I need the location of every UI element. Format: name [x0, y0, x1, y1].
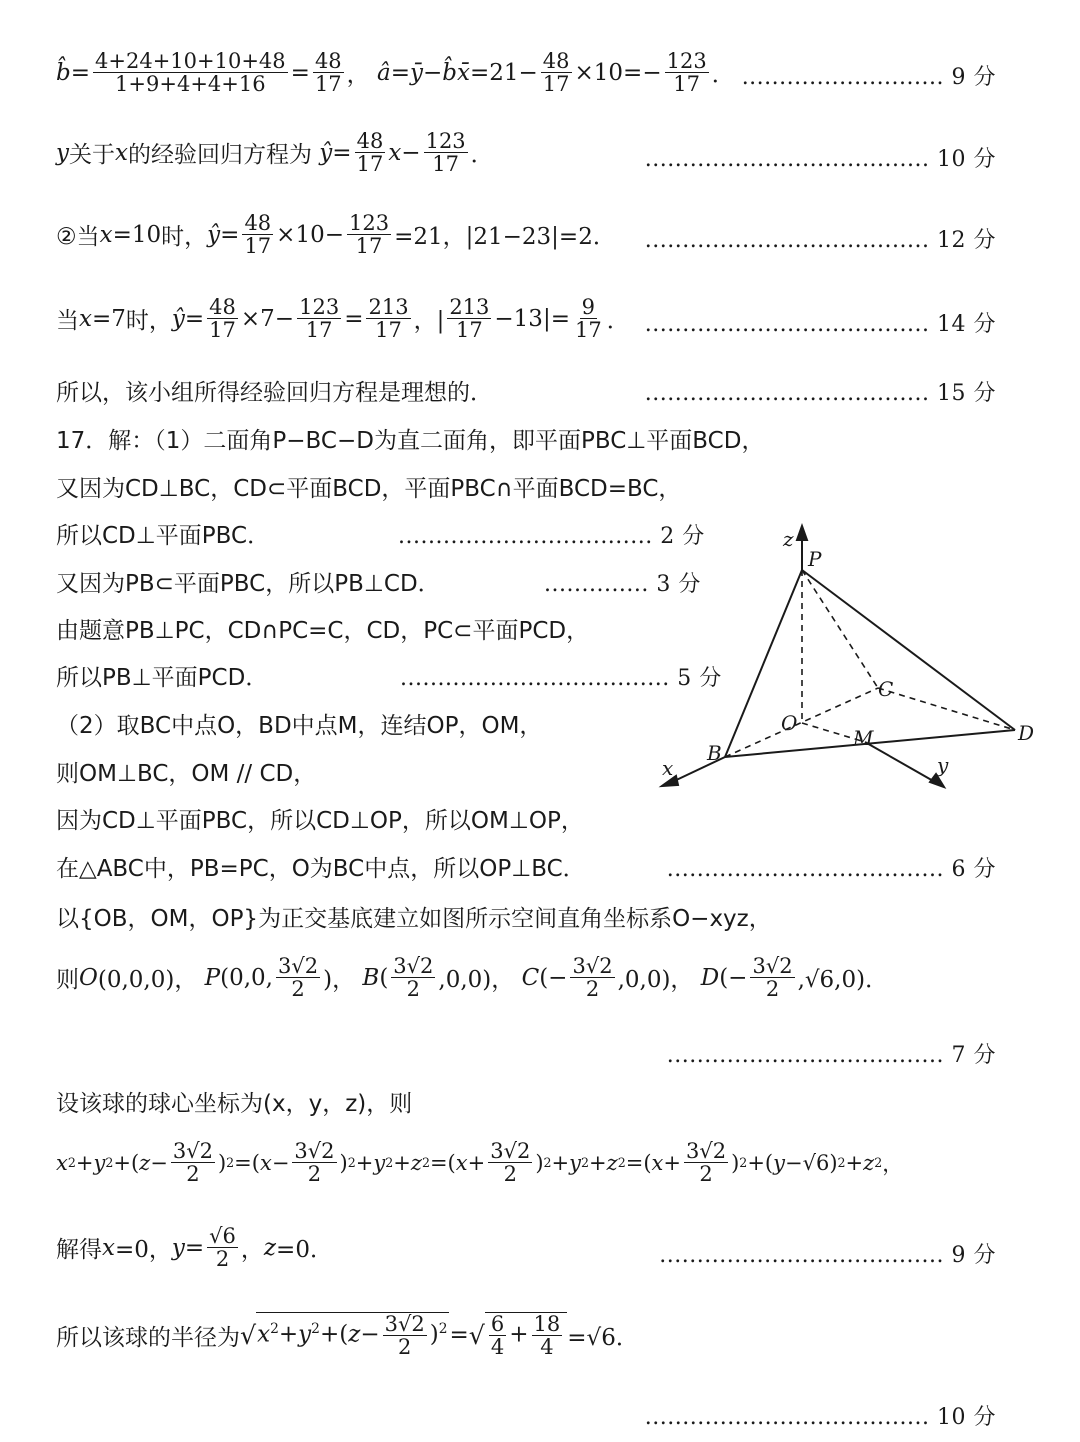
label-y: y — [937, 753, 949, 777]
q17-part1-line4: 又因为PB⊂平面PBC，所以PB⊥CD． — [56, 571, 441, 597]
coordinates-line: 则 O (0,0,0)， P (0,0, $\frac{3√2}{2}$ )， B ( $\frac{3√2}{2}$ ,0,0)， C (− $\frac{3√2}{2}$ ,0,0)， D (− $\frac{3√2}{2}$ ,√6,0)． — [56, 954, 889, 1002]
label-B: B — [707, 741, 722, 765]
score-6: ..................................... 6 分 — [666, 857, 996, 882]
score-10b: ...................................... 10 分 — [644, 1405, 996, 1430]
q17-part1-line5: 由题意PB⊥PC，CD∩PC=C，CD，PC⊂平面PCD， — [56, 618, 590, 644]
q17-part1-line3: 所以CD⊥平面PBC． — [56, 523, 271, 549]
regression-equation-line: y 关于 x 的经验回归方程为 ŷ = $\frac{48}{17}$ x − $\frac{123}{17}$ ． — [56, 129, 494, 177]
edge-PC — [802, 570, 878, 688]
label-D: D — [1018, 721, 1035, 745]
score-2: .................................. 2 分 — [398, 524, 705, 549]
q17-part2-line1: （2）取BC中点O，BD中点M，连结OP，OM， — [56, 713, 543, 739]
edge-CD — [878, 688, 1015, 730]
z-arrow — [797, 526, 807, 540]
score-7: ..................................... 7 分 — [666, 1043, 996, 1068]
q17-part1-line1: 17．解：（1）二面角P−BC−D为直二面角，即平面PBC⊥平面BCD， — [56, 428, 765, 454]
label-x: x — [662, 756, 674, 780]
score-5: .................................... 5 分 — [400, 666, 722, 691]
q17-part1-line6: 所以PB⊥平面PCD． — [56, 665, 269, 691]
sphere-center-line: 设该球的球心坐标为(x，y，z)，则 — [56, 1091, 413, 1117]
equation-b-hat-a-hat: b̂ = $\frac{4+24+10+10+48}{1+9+4+4+16}$ = $\frac{48}{17}$ ， â = ȳ − b̂x̄ =21− $\frac{48}{17}$ ×10=− $\frac{123}{17}$ ． — [56, 49, 735, 97]
solution-line: 解得 x =0， y = $\frac{√6}{2}$ ， z =0． — [56, 1224, 333, 1272]
score-9: ........................... 9 分 — [741, 65, 996, 90]
label-O: O — [781, 711, 798, 735]
conclusion-line: 所以，该小组所得经验回归方程是理想的． — [56, 380, 493, 406]
label-C: C — [878, 677, 894, 701]
score-15: ...................................... 15 分 — [644, 381, 996, 406]
label-P: P — [808, 547, 822, 571]
edge-PD — [802, 570, 1015, 730]
score-12: ...................................... 12 分 — [644, 228, 996, 253]
q17-part2-line5: 以{OB，OM，OP}为正交基底建立如图所示空间直角坐标系O−xyz， — [56, 906, 772, 932]
radius-line: 所以该球的半径为 √ $x^2+y^2+(z-$ $\frac{3√2}{2}$ )$^2$ = √ $\frac{6}{4}$ + $\frac{18}{4}$ =√6． — [56, 1312, 639, 1360]
label-z: z — [783, 527, 794, 551]
score-9b: ...................................... 9 分 — [659, 1243, 996, 1268]
pyramid-figure — [650, 520, 1050, 790]
score-3: .............. 3 分 — [544, 572, 701, 597]
q17-part2-line2: 则OM⊥BC，OM // CD， — [56, 761, 317, 787]
score-14: ...................................... 14 分 — [644, 312, 996, 337]
case-x10-line: ②当 x =10 时， ŷ = $\frac{48}{17}$ ×10− $\frac{123}{17}$ =21，|21−23|=2． — [56, 211, 616, 259]
y-axis — [865, 742, 935, 782]
q17-part2-line4: 在△ABC中，PB=PC，O为BC中点，所以OP⊥BC． — [56, 856, 586, 882]
q17-part2-line3: 因为CD⊥平面PBC，所以CD⊥OP，所以OM⊥OP， — [56, 808, 584, 834]
sphere-equation-line: x 2 + y 2 +( z − $\frac{3√2}{2}$ ) 2 =( x − $\frac{3√2}{2}$ ) 2 + y 2 + z 2 =( x + $\frac{3√2}{2}$ ) 2 + y 2 + z 2 =( x + $\frac{3√2}{2}$ ) 2 +( y −√6) 2 + z 2 ， — [56, 1139, 904, 1187]
q17-part1-line2: 又因为CD⊥BC，CD⊂平面BCD，平面PBC∩平面BCD=BC， — [56, 476, 682, 502]
case-x7-line: 当 x =7 时， ŷ = $\frac{48}{17}$ ×7− $\frac{123}{17}$ = $\frac{213}{17}$ ，| $\frac{213}{17}$ −13|= $\frac{9}{17}$ ． — [56, 295, 630, 343]
label-M: M — [853, 726, 874, 750]
score-10: ...................................... 10 分 — [644, 147, 996, 172]
